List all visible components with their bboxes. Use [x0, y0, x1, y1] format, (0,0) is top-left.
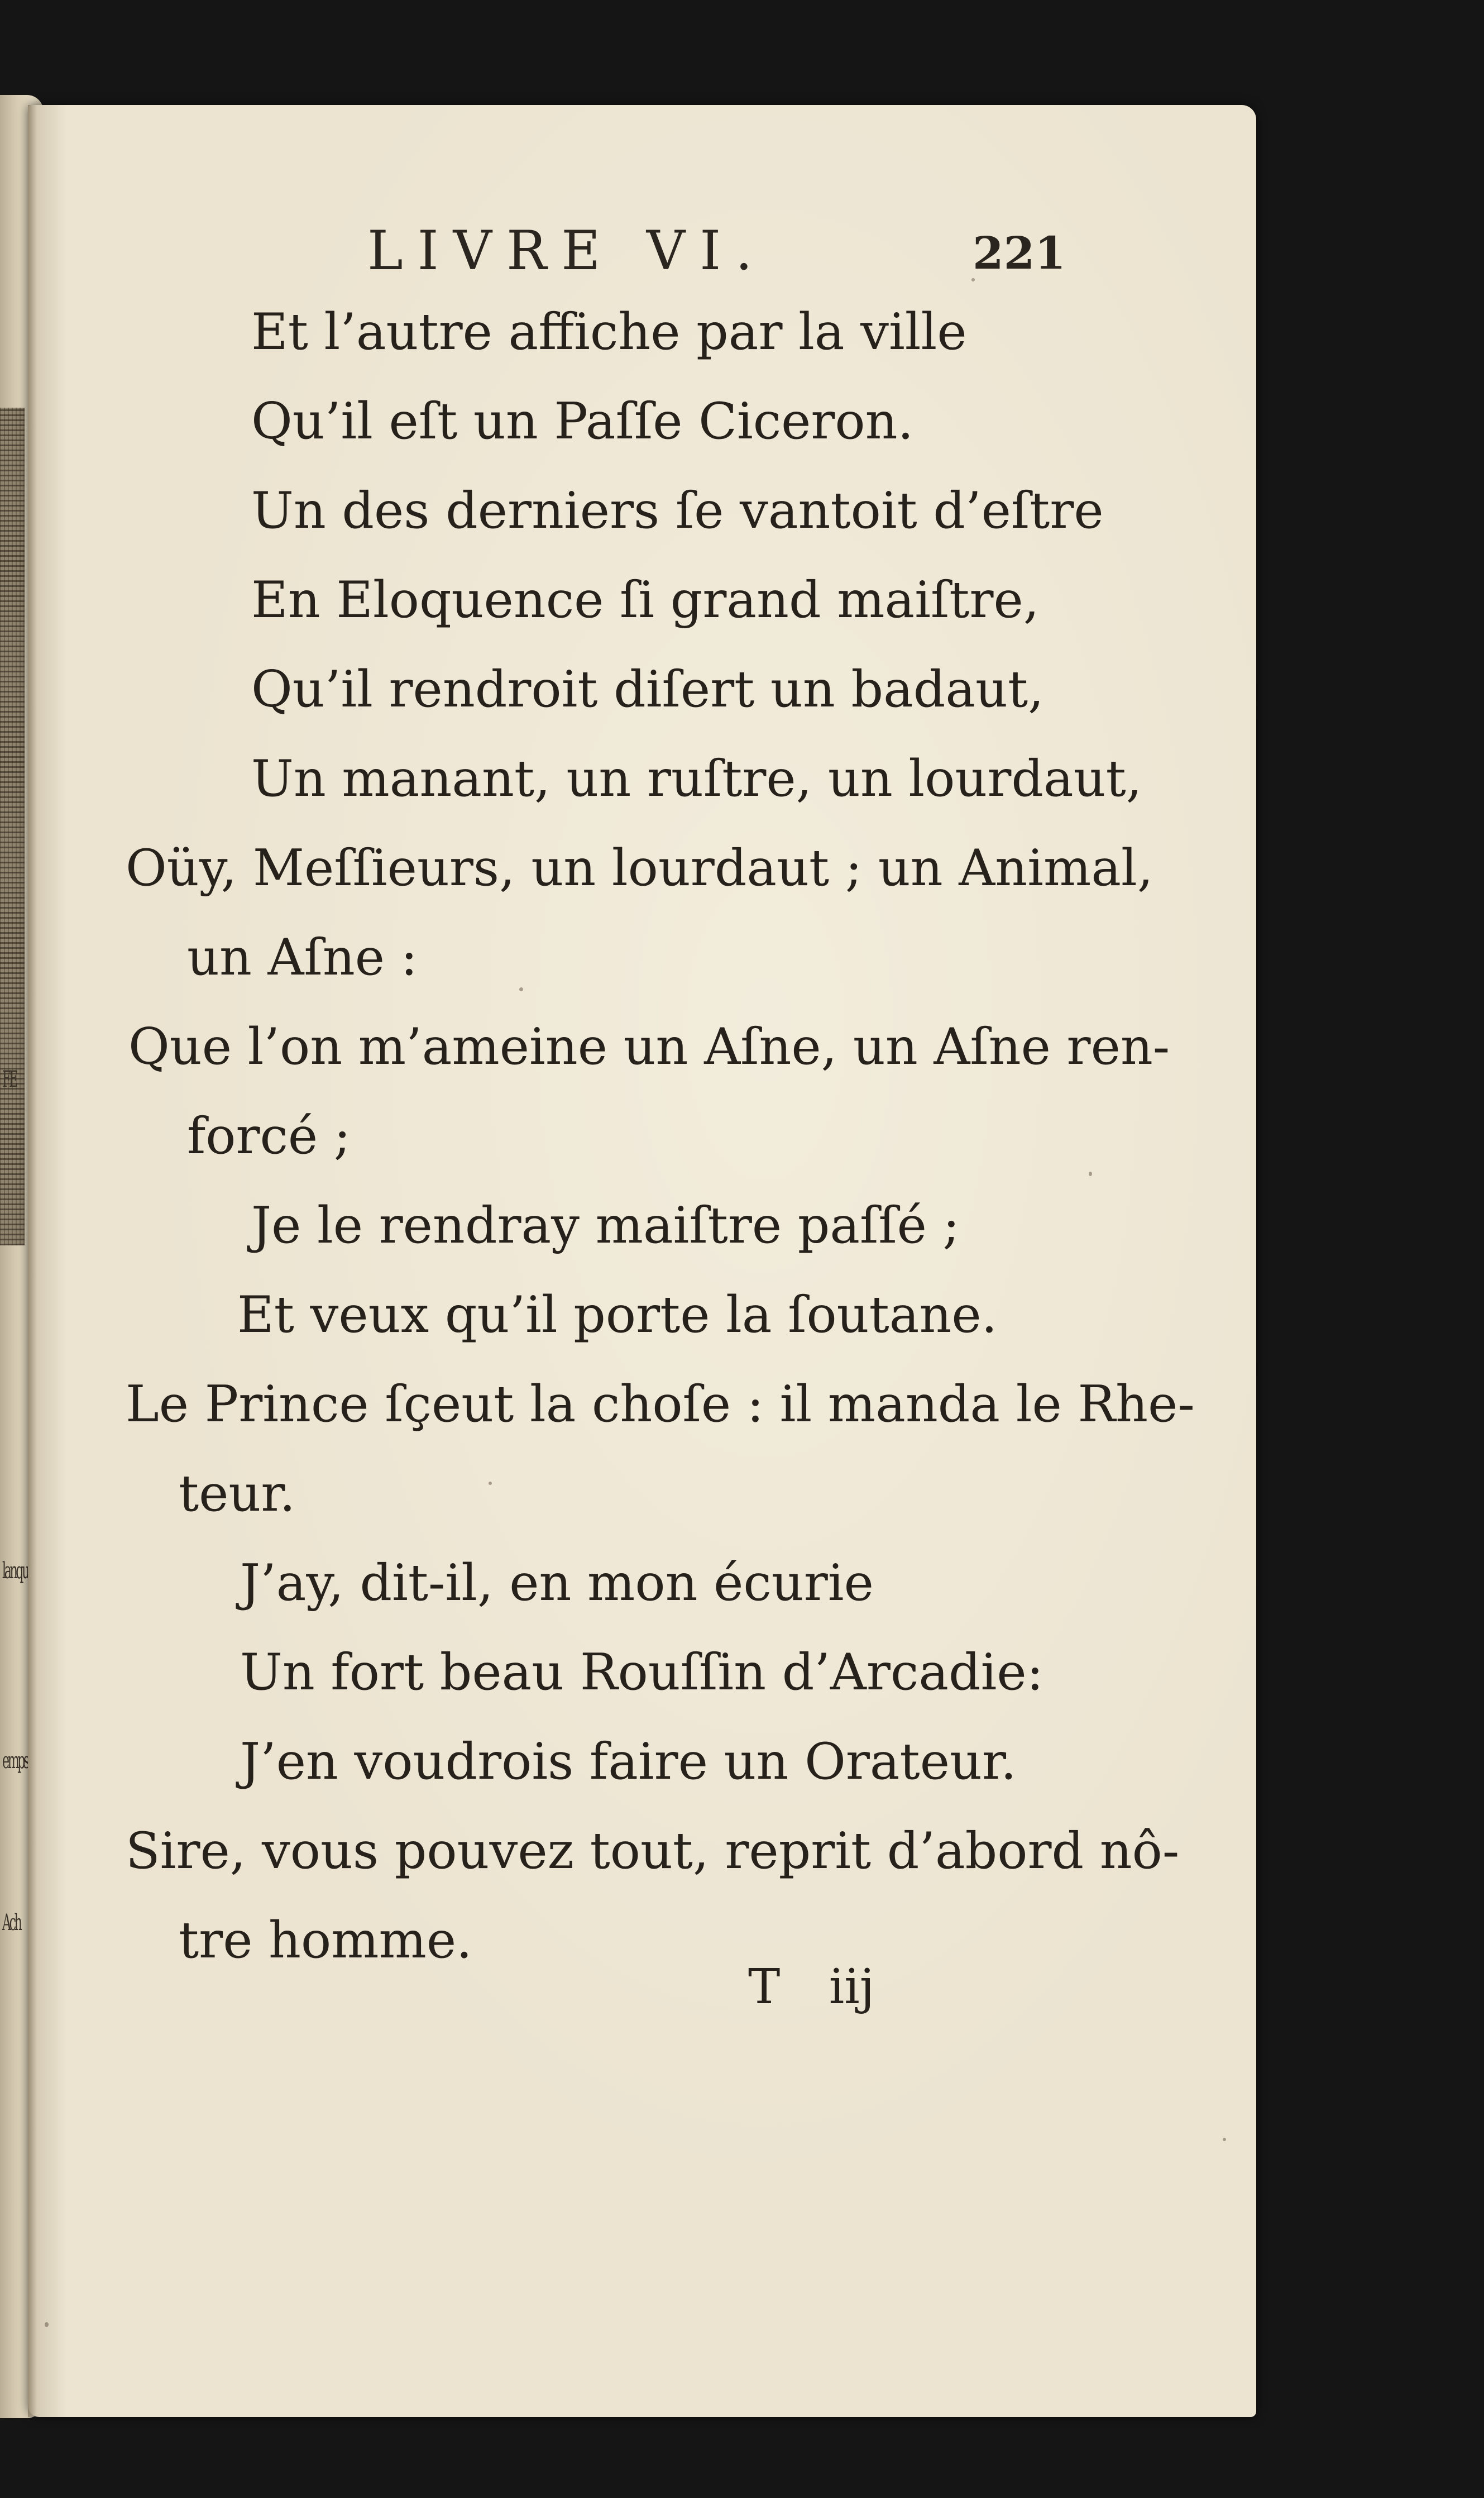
- verse-line: Que l’on m’ameine un Aſne, un Aſne ren-: [128, 1018, 1170, 1076]
- book-page: [28, 105, 1256, 2417]
- page-gutter-shadow: [28, 105, 37, 2417]
- signature-mark: T iij: [748, 1959, 875, 2015]
- verse-line: Un des derniers ſe vantoit d’eſtre: [251, 481, 1104, 540]
- paper-speck: [519, 987, 523, 991]
- verse-line: Sire, vous pouvez tout, reprit d’abord nô-: [126, 1822, 1180, 1880]
- left-page-fragment: emps: [2, 1748, 28, 1774]
- verse-line: Un fort beau Rouſſin d’Arcadie:: [240, 1643, 1043, 1702]
- verse-line: J’ay, dit-il, en mon écurie: [240, 1554, 874, 1612]
- verse-line: Le Prince ſçeut la choſe : il manda le Rhe-: [126, 1375, 1195, 1434]
- left-page-fragment: Ach: [2, 1910, 21, 1936]
- paper-speck: [45, 2322, 49, 2327]
- verse-line: teur.: [179, 1464, 296, 1523]
- paper-speck: [489, 1482, 492, 1485]
- verse-line: Un manant, un ruſtre, un lourdaut,: [251, 749, 1142, 808]
- page-number: 221: [973, 227, 1066, 279]
- paper-speck: [1089, 1172, 1092, 1176]
- left-page-fragment: FE: [2, 1067, 16, 1092]
- verse-line: Oüy, Meſſieurs, un lourdaut ; un Animal,: [126, 839, 1153, 897]
- paper-speck: [971, 278, 975, 281]
- verse-line: un Aſne :: [187, 928, 418, 987]
- verse-line: Et veux qu’il porte la ſoutane.: [237, 1286, 998, 1344]
- paper-speck: [1223, 2138, 1226, 2141]
- verse-line: Et l’autre affiche par la ville: [251, 303, 967, 361]
- running-head: LIVRE VI.: [367, 219, 767, 282]
- verse-line: Qu’il rendroit diſert un badaut,: [251, 660, 1044, 719]
- verse-line: forcé ;: [187, 1107, 351, 1166]
- left-page-fragment: lanqu: [2, 1558, 28, 1584]
- engraving-fragment: [0, 408, 25, 1245]
- verse-line: J’en voudrois faire un Orateur.: [240, 1732, 1017, 1791]
- verse-line: tre homme.: [179, 1911, 472, 1970]
- verse-line: En Eloquence ſi grand maiſtre,: [251, 571, 1040, 629]
- verse-line: Qu’il eſt un Paſſe Ciceron.: [251, 392, 914, 451]
- verse-line: Je le rendray maiſtre paſſé ;: [251, 1196, 960, 1255]
